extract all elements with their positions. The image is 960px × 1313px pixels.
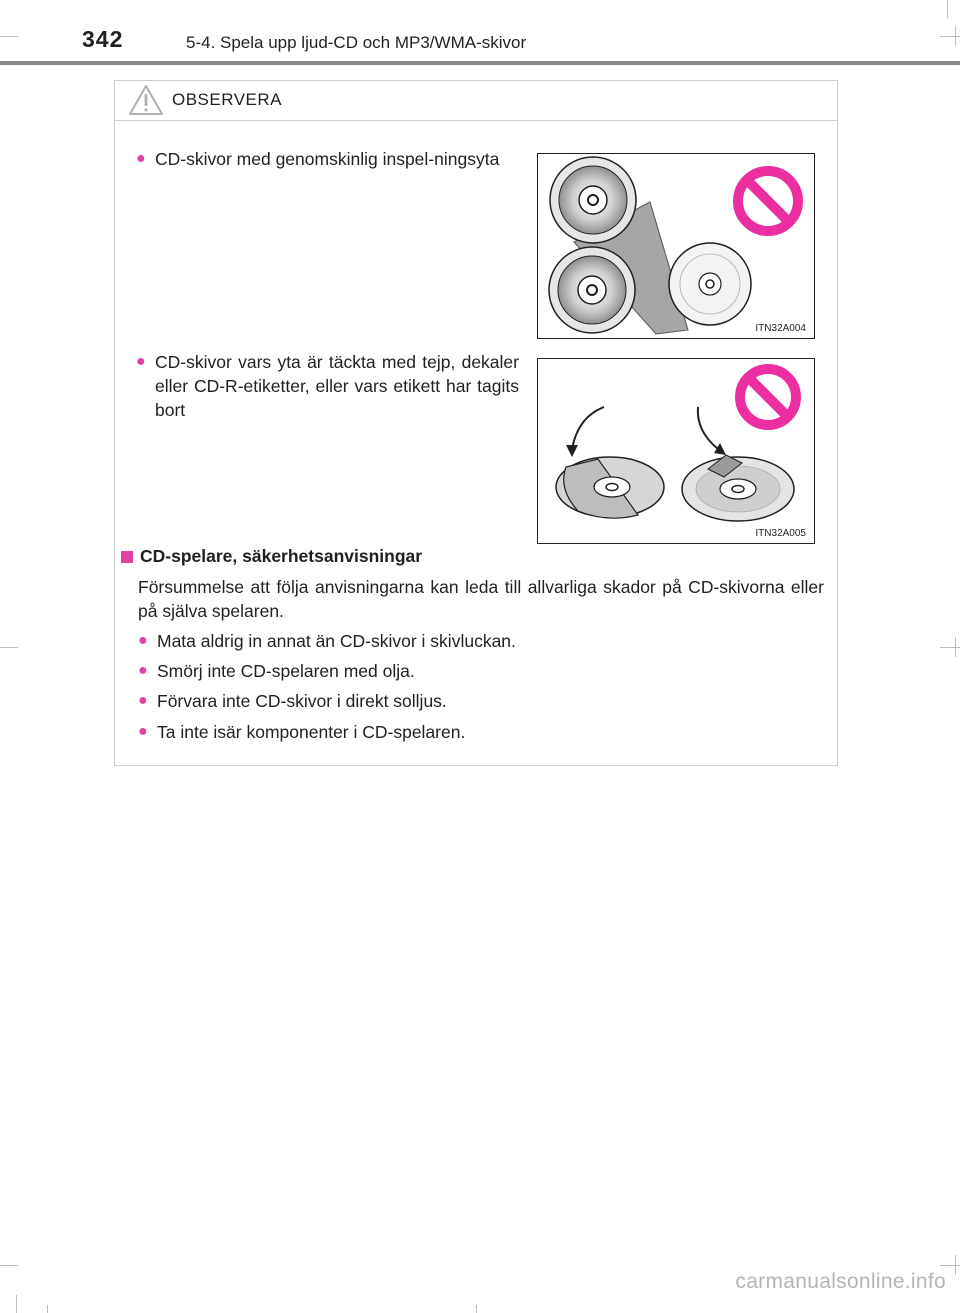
list-item-text: Ta inte isär komponenter i CD-spelaren. <box>157 722 466 742</box>
bullet-icon: ● <box>136 353 146 370</box>
caution-item-text: CD-skivor vars yta är täckta med tejp, dekaler eller CD-R-etiketter, eller vars etikett har tagits bort <box>155 352 519 420</box>
list-item <box>138 629 516 653</box>
crop-mark <box>476 1305 477 1313</box>
caution-title: OBSERVERA <box>172 90 283 109</box>
list-item <box>138 689 447 713</box>
page-number: 342 <box>82 26 124 52</box>
bullet-icon: ● <box>138 723 148 740</box>
crop-mark <box>47 1305 48 1313</box>
section-title: 5-4. Spela upp ljud-CD och MP3/WMA-skivor <box>186 33 527 52</box>
bullet-icon: ● <box>138 632 148 649</box>
taped-cd-illustration <box>538 359 814 543</box>
crop-mark <box>955 637 956 657</box>
list-item <box>138 720 465 744</box>
crop-mark <box>940 647 960 648</box>
prohibition-icon <box>738 171 798 231</box>
crop-mark <box>940 36 960 37</box>
section-heading <box>121 546 422 567</box>
prohibition-icon <box>740 369 796 425</box>
crop-mark <box>940 1265 960 1266</box>
caution-item <box>136 350 519 422</box>
crop-mark <box>955 1255 956 1275</box>
caution-item-text: CD-skivor med genomskinlig inspel-ningsyta <box>155 149 500 169</box>
crop-mark <box>955 26 956 46</box>
crop-mark <box>0 647 18 648</box>
list-item-text: Mata aldrig in annat än CD-skivor i skivluckan. <box>157 631 516 651</box>
figure-code: ITN32A004 <box>755 323 806 334</box>
figure-transparent-cd <box>537 153 815 339</box>
watermark: carmanualsonline.info <box>735 1270 946 1293</box>
section-intro: Försummelse att följa anvisningarna kan leda till allvarliga skador på CD-skivorna eller på själva spelaren. <box>138 577 824 621</box>
crop-mark <box>0 36 18 37</box>
figure-code: ITN32A005 <box>755 528 806 539</box>
crop-mark <box>0 1265 18 1266</box>
list-item <box>138 659 415 683</box>
square-bullet-icon <box>121 551 133 563</box>
figure-taped-cd <box>537 358 815 544</box>
section-heading-text: CD-spelare, säkerhetsanvisningar <box>140 546 423 566</box>
bullet-icon: ● <box>138 692 148 709</box>
warning-triangle-icon <box>128 84 164 116</box>
header-rule <box>0 61 960 65</box>
crop-mark <box>16 1295 17 1313</box>
bullet-icon: ● <box>136 150 146 167</box>
transparent-cd-illustration <box>538 154 814 338</box>
list-item-text: Förvara inte CD-skivor i direkt solljus. <box>157 691 447 711</box>
crop-mark <box>947 0 948 18</box>
list-item-text: Smörj inte CD-spelaren med olja. <box>157 661 415 681</box>
caution-item <box>136 147 519 171</box>
caution-header-divider <box>115 120 837 121</box>
bullet-icon: ● <box>138 662 148 679</box>
